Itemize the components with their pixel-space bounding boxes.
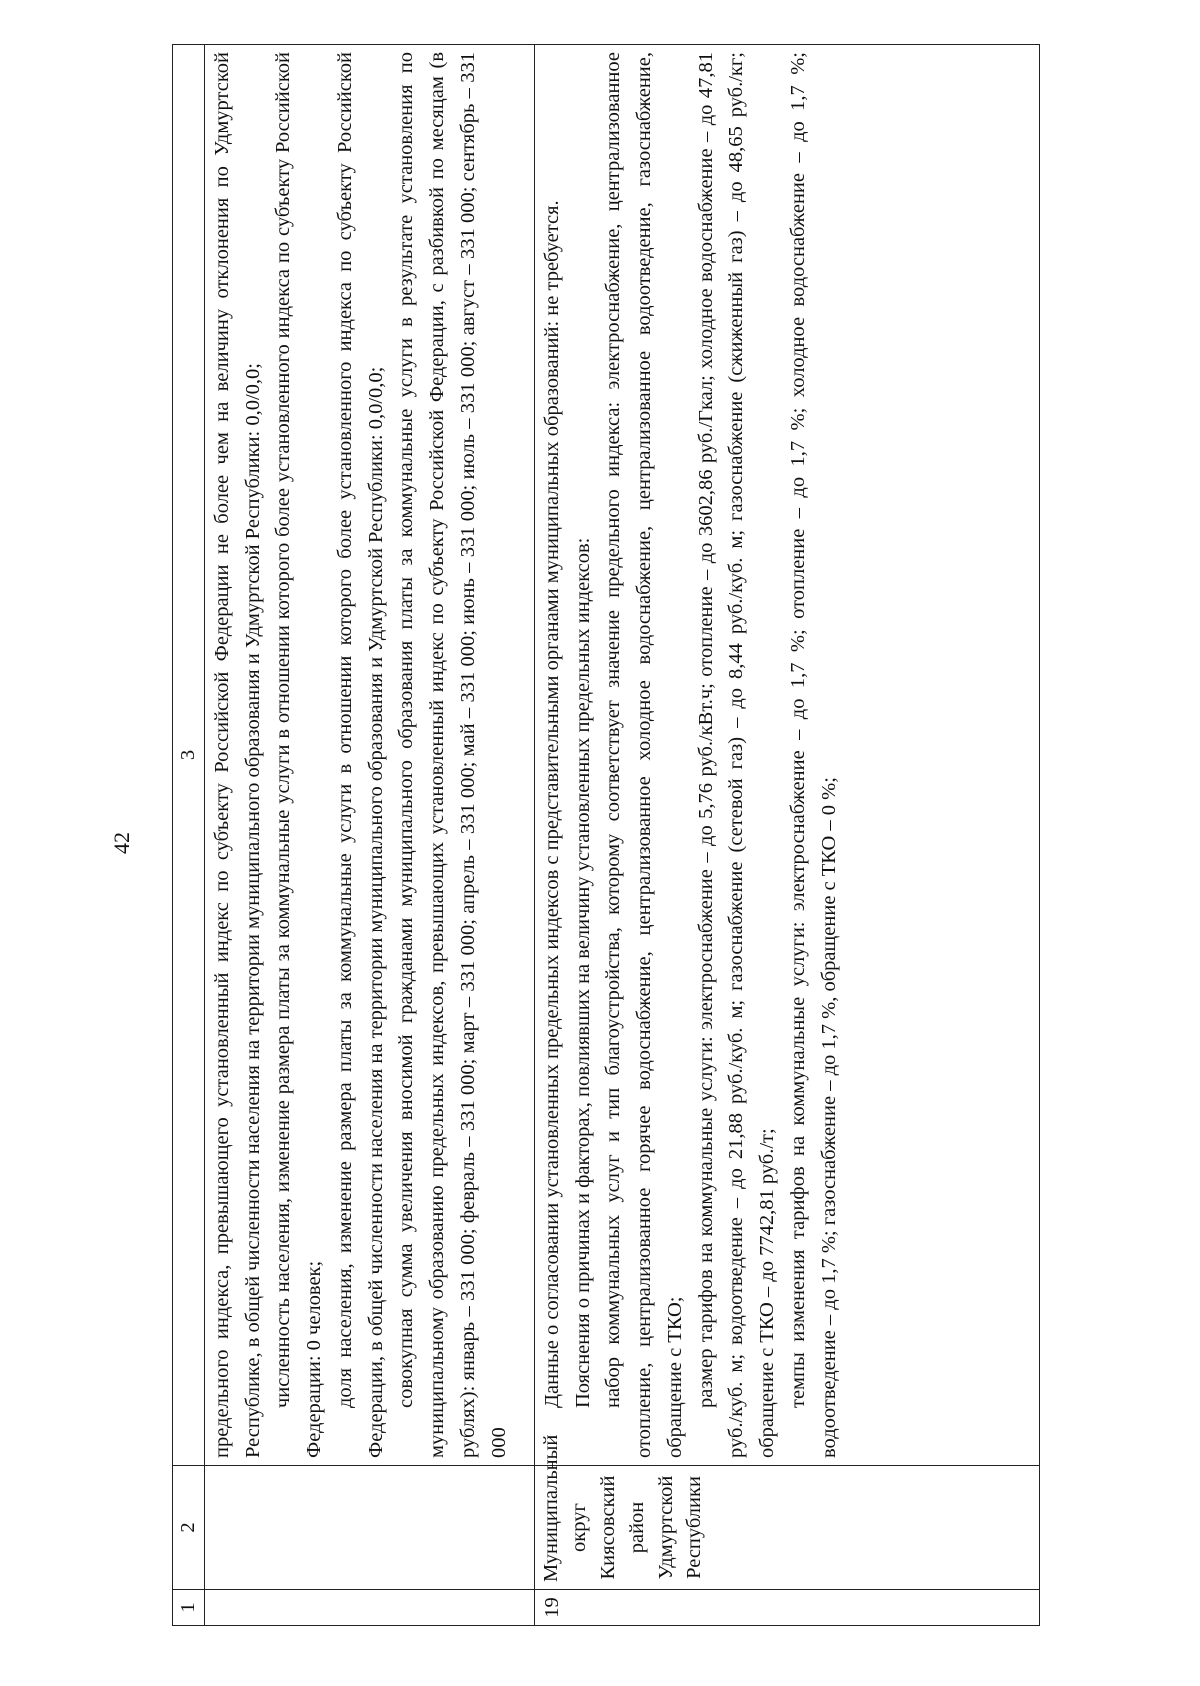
- table-row: [534, 45, 1039, 1626]
- municipality-name: Муниципальный округ Киясовский район Удмуртской Республики: [534, 1466, 1039, 1590]
- column-header-content: 3: [173, 45, 205, 1466]
- content-paragraph: совокупная сумма увеличения вносимой гражданами муниципального образования платы за коммунальные услуги в результате установления по муниципальному образованию предельных индексов, превышающих установленный индекс по субъекту Российской Федерации, с разбивкой по месяцам (в рублях): январь – 331 000; февраль – 331 000; март – 331 000; апрель – 331 000; май – 331 000; июнь – 331 000; июль – 331 000; август – 331 000; сентябрь – 331 000: [395, 52, 510, 1458]
- column-header-number: 1: [173, 1590, 205, 1626]
- content-paragraph: набор коммунальных услуг и тип благоустройства, которому соответствует значение предельного индекса: электроснабжение, централизованное отопление, централизованное горячее водоснабжение, централизованное холодное водоснабжение, централизованное водоотведение, газоснабжение, обращение с ТКО;: [602, 52, 686, 1458]
- content-paragraph: предельного индекса, превышающего установленный индекс по субъекту Российской Федерации не более чем на величину отклонения по Удмуртской Республике, в общей численности населения на территории муниципального образования и Удмуртской Республики: 0,0/0,0;: [210, 52, 264, 1458]
- row-number: 19: [534, 1590, 1039, 1626]
- column-header-municipality: 2: [173, 1466, 205, 1590]
- document-table: [172, 44, 1040, 1626]
- row-content: [534, 45, 1039, 1466]
- page-number: 42: [109, 832, 134, 854]
- municipality-name: [204, 1466, 534, 1590]
- content-paragraph: Пояснения о причинах и факторах, повлиявших на величину установленных предельных индексов:: [571, 537, 594, 1408]
- content-paragraph: Данные о согласовании установленных предельных индексов с представительными органами муниципальных образований: не требуется.: [540, 200, 563, 1408]
- row-content: [204, 45, 534, 1466]
- table-row: [204, 45, 534, 1626]
- content-paragraph: численность населения, изменение размера платы за коммунальные услуги в отношении которого более установленного индекса по субъекту Российской Федерации: 0 человек;: [272, 52, 325, 1458]
- content-paragraph: доля населения, изменение размера платы за коммунальные услуги в отношении которого более установленного индекса по субъекту Российской Федерации, в общей численности населения на территории муниципального образования и Удмуртской Республики: 0,0/0,0;: [333, 52, 387, 1458]
- row-number: [204, 1590, 534, 1626]
- table-header-row: [173, 45, 205, 1626]
- content-paragraph: размер тарифов на коммунальные услуги: электроснабжение – до 5,76 руб./кВт.ч; отопление – до 3602,86 руб./Гкал; холодное водоснабжение – до 47,81 руб./куб. м; водоотведение – до 21,88 руб./куб. м; газоснабжение (сетевой газ) – до 8,44 руб./куб. м; газоснабжение (сжиженный газ) – до 48,65 руб./кг; обращение с ТКО – до 7742,81 руб./т;: [694, 52, 778, 1458]
- content-paragraph: темпы изменения тарифов на коммунальные услуги: электроснабжение – до 1,7 %; отопление – до 1,7 %; холодное водоснабжение – до 1,7 %; водоотведение – до 1,7 %; газоснабжение – до 1,7 %, обращение с ТКО – 0 %;: [786, 52, 840, 1458]
- rotated-page-content: [172, 44, 1040, 1626]
